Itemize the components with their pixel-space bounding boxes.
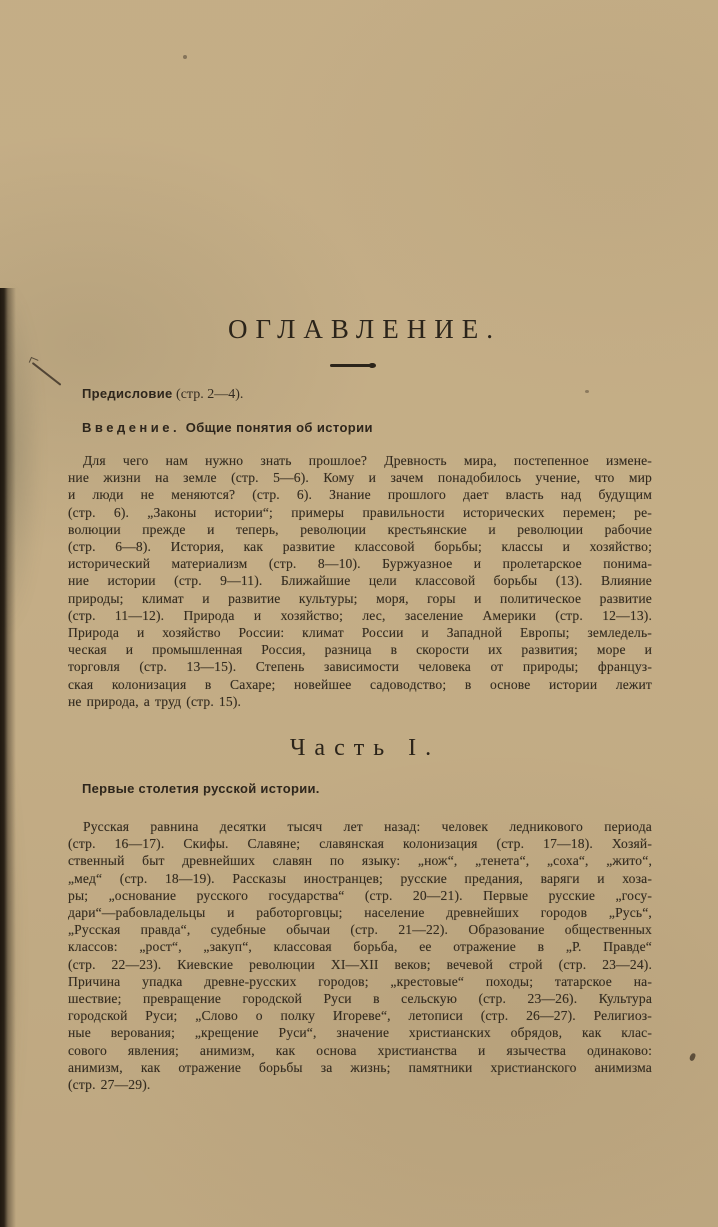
text-line: Русская равнина десятки тысяч лет назад: человек ледникового периода xyxy=(83,819,652,834)
text-line: „Русская правда“, судебные обычаи (стр. 21—22). Образование общественных xyxy=(68,922,652,938)
text-line: и люди не меняются? (стр. 6). Знание прошлого дает власть над будущим xyxy=(68,487,652,503)
text-line: ры; „основание русского государства“ (стр. 20—21). Первые русские „госу- xyxy=(68,887,652,903)
title-rule xyxy=(330,364,372,367)
text-line: торговля (стр. 13—15). Степень зависимости человека от природы; француз- xyxy=(68,659,652,675)
text-line: шествие; превращение городской Руси в сельскую (стр. 23—26). Культура xyxy=(68,991,652,1007)
text-line: дари“—рабовладельцы и работорговцы; население древнейших городов „Русь“, xyxy=(68,905,652,921)
page-title: ОГЛАВЛЕНИЕ. xyxy=(228,314,501,344)
text-line: ственный быт древнейших славян по языку: „нож“, „тенета“, „соха“, „жито“, xyxy=(68,853,652,869)
introduction-paragraph xyxy=(68,452,652,710)
text-line: городской Руси; „Слово о полку Игореве“, летописи (стр. 26—27). Религиоз- xyxy=(68,1008,652,1024)
introduction-rest: Общие понятия об истории xyxy=(185,420,373,435)
text-line: Природа и хозяйство России: климат России и Западной Европы; земледель- xyxy=(68,625,652,641)
text-line: Для чего нам нужно знать прошлое? Древность мира, постепенное измене- xyxy=(83,453,652,468)
text-line: (стр. 27—29). xyxy=(68,1077,151,1093)
preface-label: Предисловие xyxy=(82,386,173,401)
text-line: природы; климат и развитие культуры; моря, горы и политическое развитие xyxy=(68,590,652,606)
text-line: ческая и промышленная Россия, разница в скорости их развития; море и xyxy=(68,642,652,658)
text-line: исторический материализм (стр. 8—10). Буржуазное и пролетарское понима- xyxy=(68,556,652,572)
text-line: анимизм, как отражение борьбы за жизнь; памятники христианского анимизма xyxy=(68,1059,652,1075)
preface-pages: (стр. 2—4). xyxy=(172,387,244,402)
paper-speck xyxy=(183,55,187,59)
text-line: ская колонизация в Сахаре; новейшее садоводство; в основе истории лежит xyxy=(68,676,652,692)
text-line: (стр. 11—12). Природа и хозяйство; лес, заселение Америки (стр. 12—13). xyxy=(68,607,652,623)
part-heading: Часть I. xyxy=(289,735,441,761)
paper-speck xyxy=(585,390,589,393)
text-line: ные верования; „крещение Руси“, значение христианских обрядов, как клас- xyxy=(68,1025,652,1041)
text-line: ние жизни на земле (стр. 5—6). Кому и зачем понадобилось учение, что мир xyxy=(68,470,652,486)
introduction-heading xyxy=(82,420,373,435)
introduction-word: Введение. xyxy=(82,420,181,435)
text-line: сового явления; анимизм, как основа христианства и язычества одинаково: xyxy=(68,1042,652,1058)
text-line: ние истории (стр. 9—11). Ближайшие цели классовой борьбы (13). Влияние xyxy=(68,573,652,589)
text-line: классов: „рост“, „закуп“, классовая борьба, ее отражение в „Р. Правде“ xyxy=(68,939,652,955)
part1-paragraph xyxy=(68,818,652,1093)
text-line: (стр. 6—8). История, как развитие классовой борьбы; классы и хозяйство; xyxy=(68,539,652,555)
text-line: Причина упадка древне-русских городов; „крестовые“ походы; татарское на- xyxy=(68,973,652,989)
section-heading: Первые столетия русской истории. xyxy=(82,781,320,796)
binding-edge-shadow xyxy=(0,288,16,1227)
text-line: не природа, а труд (стр. 15). xyxy=(68,693,242,709)
text-line: „мед“ (стр. 18—19). Рассказы иностранцев; русские предания, варяги и хоза- xyxy=(68,870,652,886)
text-line: волюции прежде и теперь, революции крестьянские и революции рабочие xyxy=(68,521,652,537)
text-line: (стр. 16—17). Скифы. Славяне; славянская колонизация (стр. 17—18). Хозяй- xyxy=(68,836,652,852)
preface-entry xyxy=(82,386,243,403)
ink-speck xyxy=(689,1052,696,1061)
text-line: (стр. 6). „Законы истории“; примеры правильности исторических перемен; ре- xyxy=(68,504,652,520)
text-line: (стр. 22—23). Киевские революции XI—XII веков; вечевой строй (стр. 23—24). xyxy=(68,956,652,972)
